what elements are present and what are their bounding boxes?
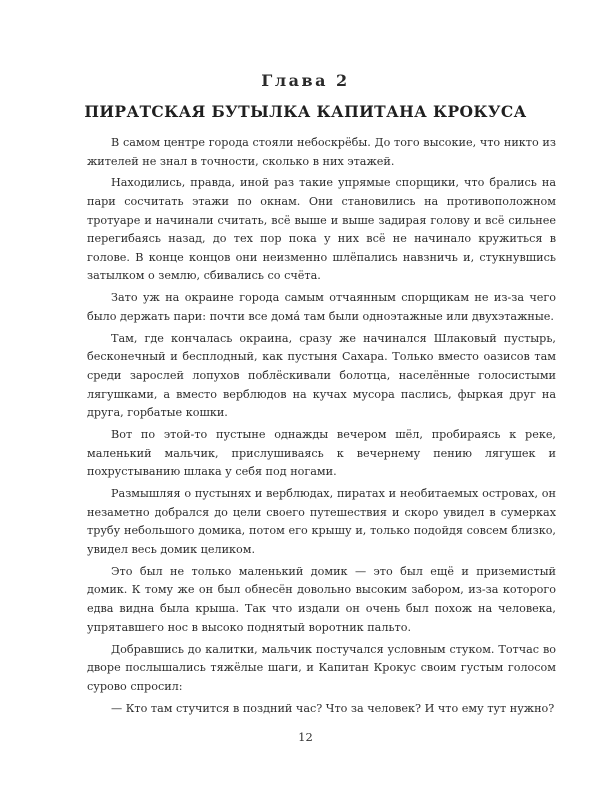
paragraph: В самом центре города стояли небоскрёбы. До того высокие, что никто из жителей не знал в точности, сколько в них этажей. (87, 136, 556, 168)
paragraph: Размышляя о пустынях и верблюдах, пиратах и необитаемых островах, он незаметно добрался до цели своего путешествия и скоро увидел в сумерках трубу небольшого домика, потом его крышу и, только подойдя совсем близко, увидел весь домик целиком. (87, 487, 556, 556)
paragraph: Зато уж на окраине города самым отчаянным спорщикам не из-за чего было держать пари: почти все домá там были одноэтажные или двухэтажные. (87, 291, 556, 323)
paragraph: Это был не только маленький домик — это был ещё и приземистый домик. К тому же он был обнесён довольно высоким забором, из-за которого едва видна была крыша. Так что издали он очень был похож на человека, упрятавшего нос в высоко поднятый воротник пальто. (87, 564, 556, 634)
paragraph: Там, где кончалась окраина, сразу же начинался Шлаковый пустырь, бесконечный и бесплодный, как пустыня Сахара. Только вместо оазисов там среди зарослей лопухов поблёскивали болотца, населённые голосистыми лягушками, а вместо верблюдов на кучах мусора паслись, фыркая друг на друга, горбатые кошки. (87, 331, 556, 420)
paragraph: — Кто там стучится в поздний час? Что за человек? И что ему тут нужно? (111, 701, 555, 715)
chapter-title: ПИРАТСКАЯ БУТЫЛКА КАПИТАНА КРОКУСА (84, 102, 527, 121)
page-number: 12 (298, 730, 313, 744)
chapter-label: Глава 2 (261, 71, 350, 90)
paragraph: Вот по этой-то пустыне однажды вечером шёл, пробираясь к реке, маленький мальчик, прислушиваясь к вечернему пению лягушек и похрустыванию шлака у себя под ногами. (87, 428, 556, 479)
paragraph: Находились, правда, иной раз такие упрямые спорщики, что брались на пари сосчитать этажи по окнам. Они становились на противоположном тротуаре и начинали считать, всё выше и выше задирая голову и всё сильнее перегибаясь назад, до тех пор пока у них всё не начинало кружиться в голове. В конце концов они неизменно шлёпались навзничь и, стукнувшись затылком о землю, сбивались со счёта. (87, 176, 556, 283)
paragraph: Добравшись до калитки, мальчик постучался условным стуком. Тотчас во дворе послышались тяжёлые шаги, и Капитан Крокус своим густым голосом сурово спросил: (87, 642, 556, 693)
body-text (87, 134, 556, 721)
